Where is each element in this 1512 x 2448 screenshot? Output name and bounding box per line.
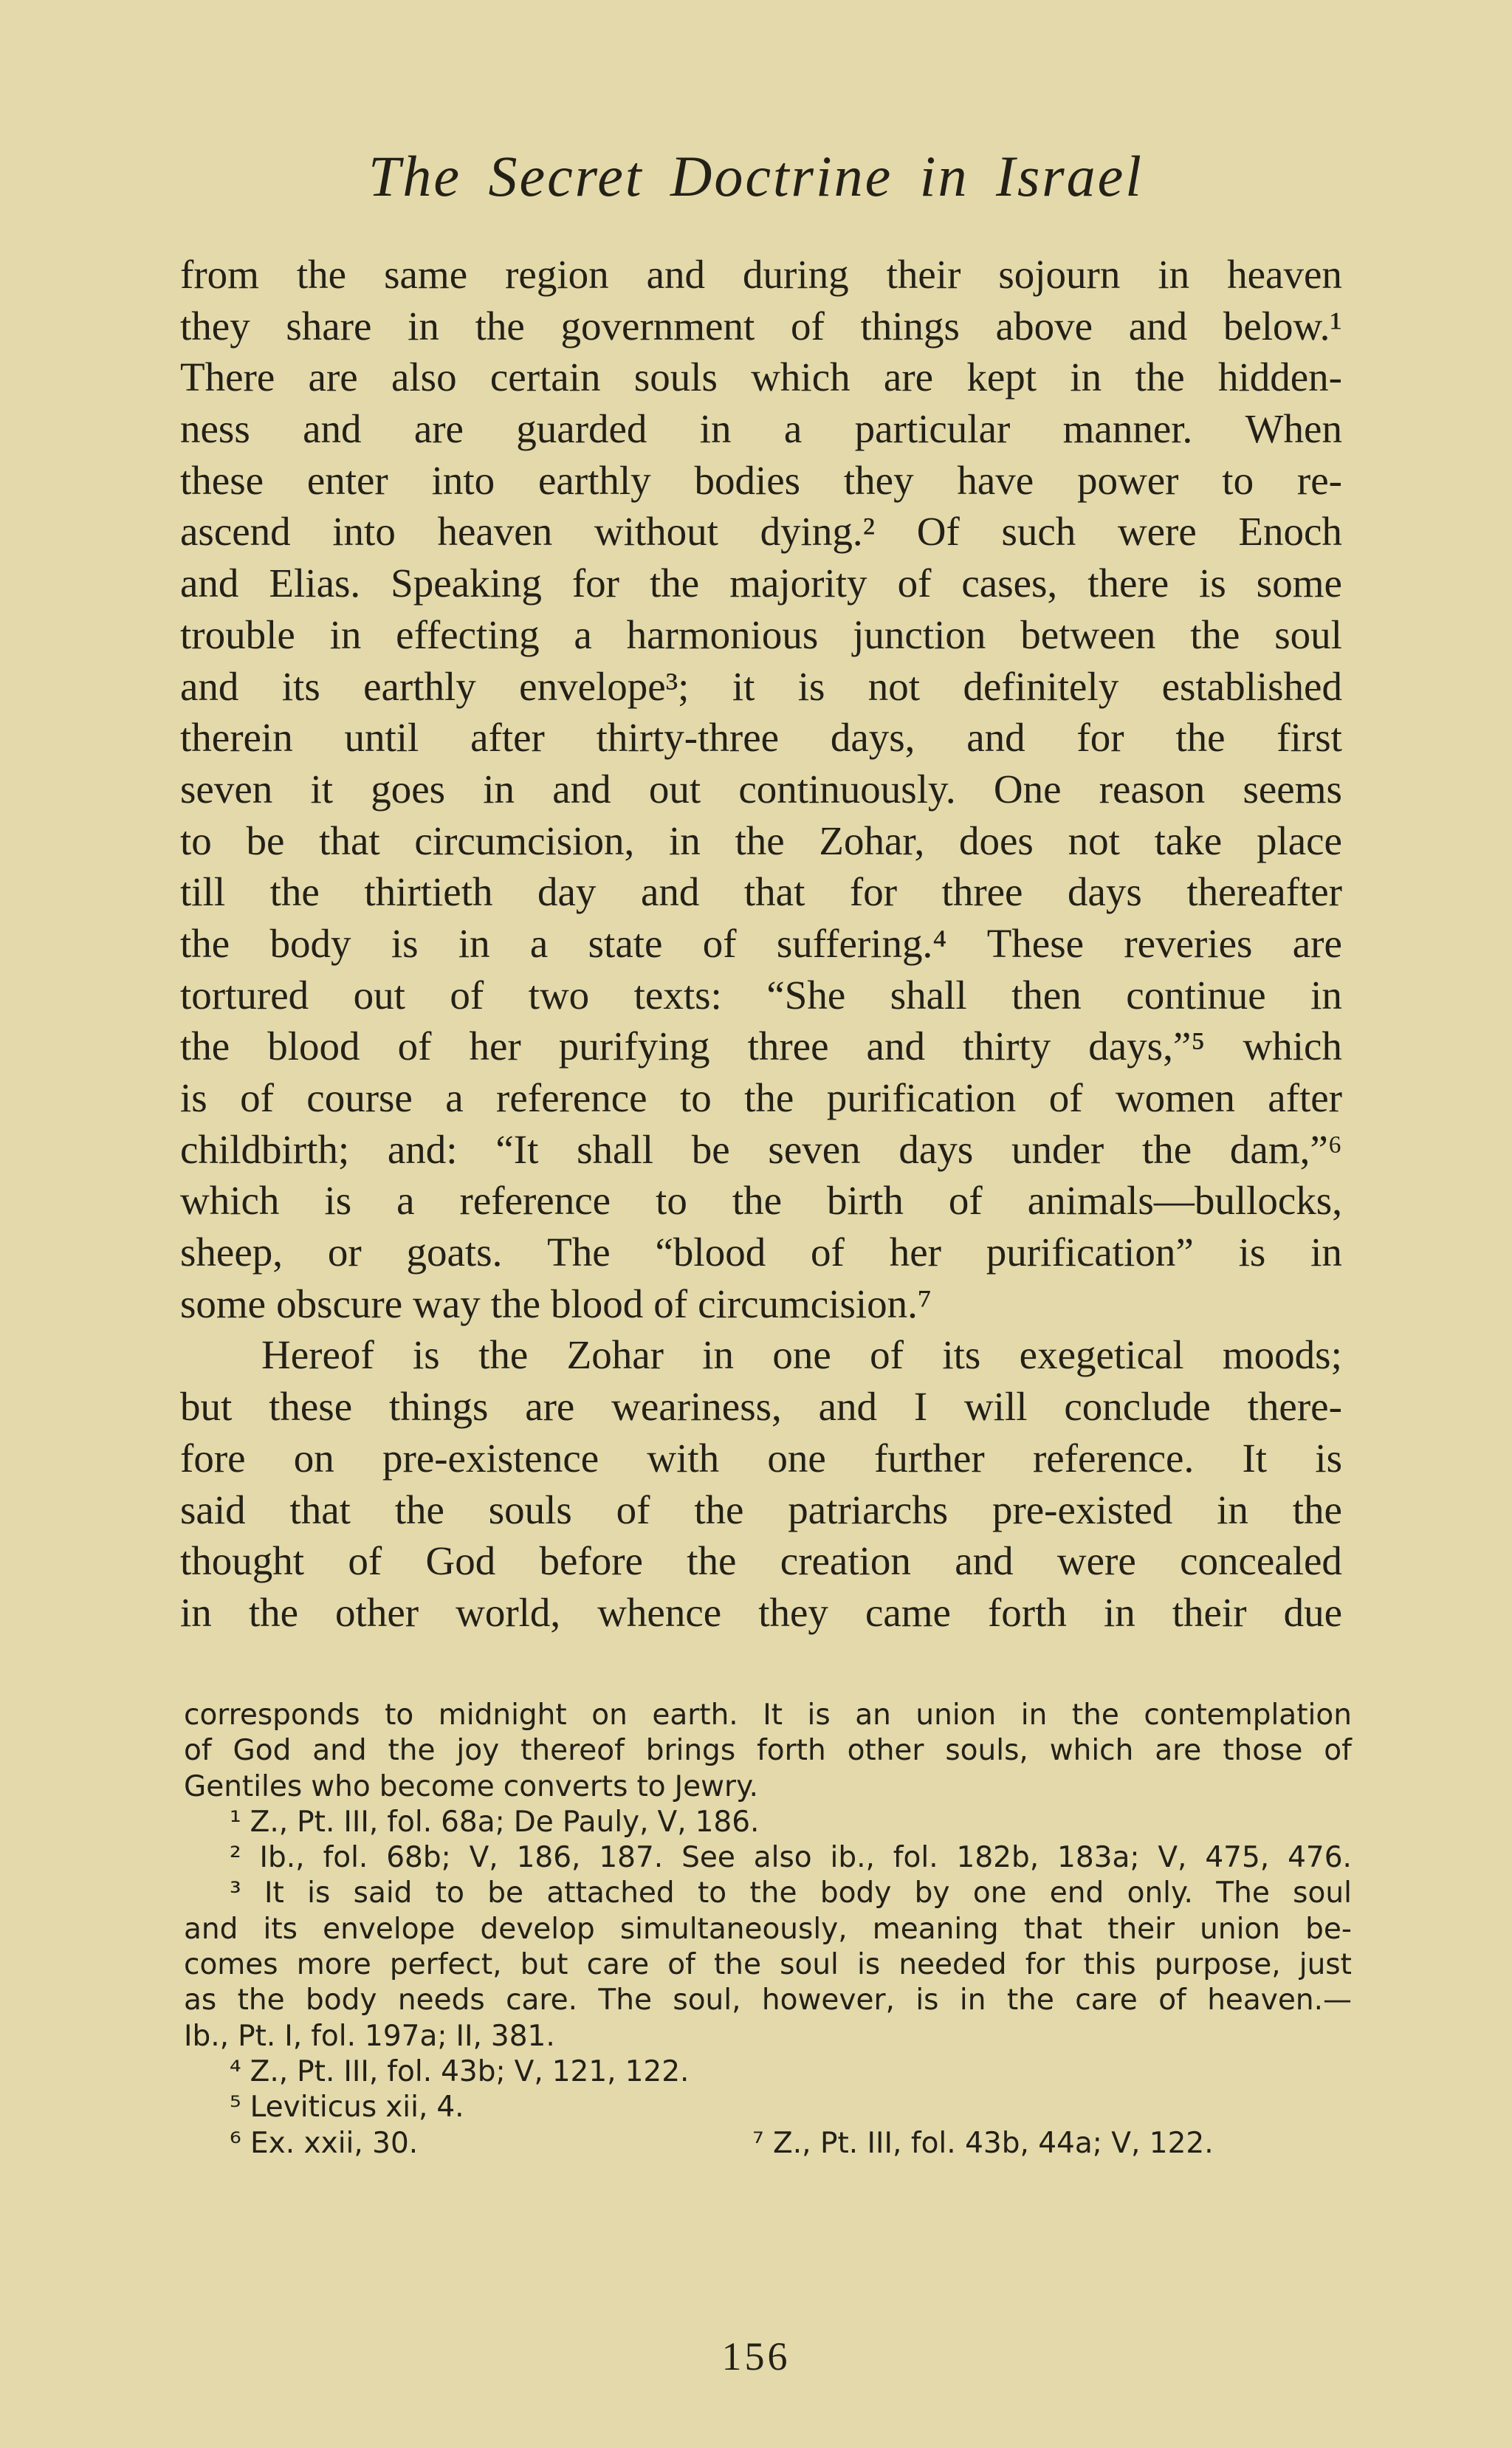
body-line: and its earthly envelope³; it is not definitely established	[180, 663, 1342, 709]
footnote-line: ³ It is said to be attached to the body by one end only. The soul	[230, 1876, 1352, 1910]
body-line: and Elias. Speaking for the majority of cases, there is some	[180, 560, 1342, 606]
body-line: which is a reference to the birth of animals—bullocks,	[180, 1178, 1342, 1224]
body-line: till the thirtieth day and that for three days thereafter	[180, 869, 1342, 915]
body-line: is of course a reference to the purification of women after	[180, 1075, 1342, 1120]
footnotes	[184, 1698, 1352, 2161]
body-line: trouble in effecting a harmonious junction between the soul	[180, 611, 1342, 657]
body-line: in the other world, whence they came forth in their due	[180, 1589, 1342, 1635]
footnote-line: ⁴ Z., Pt. III, fol. 43b; V, 121, 122.	[230, 2054, 690, 2088]
body-line: thought of God before the creation and were concealed	[180, 1538, 1342, 1584]
body-line: childbirth; and: “It shall be seven days under the dam,”⁶	[180, 1126, 1342, 1172]
body-line: seven it goes in and out continuously. One reason seems	[180, 766, 1342, 812]
running-head: The Secret Doctrine in Israel	[368, 144, 1144, 208]
body-line: Hereof is the Zohar in one of its exegetical moods;	[261, 1332, 1342, 1378]
body-line: the blood of her purifying three and thirty days,”⁵ which	[180, 1024, 1342, 1069]
body-line: they share in the government of things above and below.¹	[180, 303, 1342, 349]
body-line: these enter into earthly bodies they have power to re-	[180, 457, 1342, 503]
footnote-line: Gentiles who become converts to Jewry.	[184, 1769, 758, 1803]
footnote-line: of God and the joy thereof brings forth other souls, which are those of	[184, 1734, 1352, 1768]
body-line: from the same region and during their sojourn in heaven	[180, 252, 1342, 297]
footnote-line: and its envelope develop simultaneously, meaning that their union be-	[184, 1912, 1352, 1946]
body-line: some obscure way the blood of circumcision.⁷	[180, 1280, 932, 1326]
footnote-pair	[184, 2126, 1352, 2161]
body-line: fore on pre-existence with one further reference. It is	[180, 1435, 1342, 1481]
footnote-line: ² Ib., fol. 68b; V, 186, 187. See also ib., fol. 182b, 183a; V, 475, 476.	[230, 1841, 1352, 1875]
body-text	[180, 249, 1342, 1639]
footnote-line: as the body needs care. The soul, however, is in the care of heaven.—	[184, 1984, 1352, 2017]
body-line: There are also certain souls which are kept in the hidden-	[180, 354, 1342, 400]
body-line: sheep, or goats. The “blood of her purification” is in	[180, 1230, 1342, 1275]
page-number: 156	[721, 2334, 791, 2379]
body-line: the body is in a state of suffering.⁴ These reveries are	[180, 920, 1342, 966]
body-line: tortured out of two texts: “She shall then continue in	[180, 972, 1342, 1018]
footnote-6: ⁶ Ex. xxii, 30.	[230, 2126, 419, 2160]
body-line: ascend into heaven without dying.² Of such were Enoch	[180, 509, 1342, 555]
footnote-line: Ib., Pt. I, fol. 197a; II, 381.	[184, 2019, 555, 2053]
footnote-7: ⁷ Z., Pt. III, fol. 43b, 44a; V, 122.	[752, 2126, 1214, 2160]
footnote-line: ⁵ Leviticus xii, 4.	[230, 2091, 464, 2125]
body-line: ness and are guarded in a particular manner. When	[180, 406, 1342, 452]
footnote-line: comes more perfect, but care of the soul is needed for this purpose, just	[184, 1948, 1352, 1982]
footnote-line: ¹ Z., Pt. III, fol. 68a; De Pauly, V, 186.	[230, 1805, 760, 1839]
footnote-line: corresponds to midnight on earth. It is an union in the contemplation	[184, 1698, 1352, 1732]
body-line: but these things are weariness, and I will conclude there-	[180, 1384, 1342, 1430]
body-line: therein until after thirty-three days, and for the first	[180, 715, 1342, 761]
body-line: to be that circumcision, in the Zohar, does not take place	[180, 817, 1342, 863]
body-line: said that the souls of the patriarchs pre-existed in the	[180, 1487, 1342, 1532]
